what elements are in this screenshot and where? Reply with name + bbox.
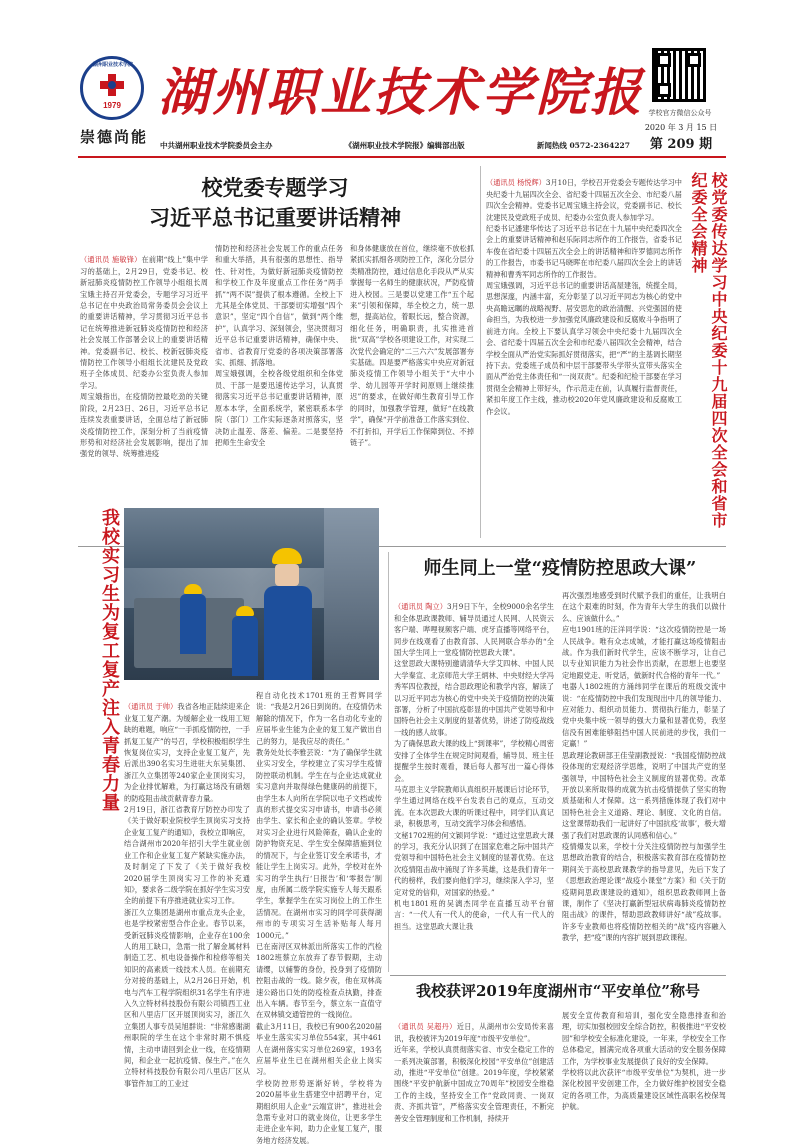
rule-mid-2 xyxy=(390,975,726,976)
article2-headline: 校党委传达学习中央纪委十九届四次全会和省市纪委全会精神 xyxy=(689,172,728,529)
divider-a1-a2 xyxy=(480,166,481,538)
masthead xyxy=(0,0,800,158)
issue-number: 第 209 期 xyxy=(649,137,713,152)
article1-title-line2: 习近平总书记重要讲话精神 xyxy=(149,205,401,230)
article4-col2: 再次强烈地感受到时代赋予我们的重任，让我明白在这个艰难的时刻，作为青年大学生的我们以做什么、应该做什么。” 应电1901班的汪洋同学说：“这次疫情防控是一场人民战争。唯有众志成城，才能打赢这场疫情阻击战。作为我们新时代学生，应该不断学习，让自己以专业知识能力为社会作出贡献，在思想上也要坚定地跟党走、听党话，做新时代合格的青年一代。” 电器人1802班的方涌纬同学在课后的班级交流中说：“在疫情防控中我们发现现出中几的领导能力、应对能力、组织动员能力、贯彻执行能力，彰显了党中央集中统一领导的强大力量和显著优势，我坚信没有困难能够阻挡中国人民前进的步伐，我们一定赢！” 思政理论教研部王佳莹副教授说：“我国疫情防控战役体现的宏观经济学思维，说明了中国共产党的坚强领导，中国特色社会主义制度的显著优势。改革开放以来所取得的成就为抗击疫情提供了坚实的物质基础和人才保障。这一系列措施体现了我们对中国特色社会主义道路、理论、制度、文化的自信。这堂课帮助我们一起讲好了中国抗疫‘故事’，极大增强了我们对思政课的认同感和信心。” 疫情爆发以来，学校十分关注疫情防控与加强学生思想政治教育的结合，积极落实教育部在疫情防控期间关于高校思政课教学的指导意见，先后下发了《思想政治理论课“战疫小课堂”方案》和《关于防疫期间思政课建设的通知》，组织思政教师网上备课，制作了《坚决打赢新型冠状病毒肺炎疫情防控阻击战》的课件，帮助思政教师讲好“战”疫故事。许多专业教师也将疫情防控相关的“战”疫内容融入教学，把“疫”课的内容扩展到思政课程。 xyxy=(562,591,726,943)
article5-headline: 我校获评2019年度湖州市“平安单位”称号 xyxy=(415,982,700,1000)
article4-col1: （通讯员 陶立）3月9日下午，全校9000余名学生和全体思政课教师、辅导员通过人民网、人民资云客户端、哔哩视频客户端、虎牙直播等网络平台，同步在线观看了由教育部、人民网联合举办的“全国大学生同上一堂疫情防控思政大课”。 这堂思政大课特别邀请清华大学艾四林、中国人民大学秦宣、北京师范大学王炳林、中央财经大学冯秀军四位教授，结合思政理论和教学内容，解读了以习近平同志为核心的党中央关于疫情防控的决策部署，分析了中国抗疫彰显的中国共产党领导和中国特色社会主义制度的显著优势，讲述了防疫战线一线的感人故事。 为了确保思政大课的线上“到课率”，学校精心周密安排了全体学生在规定时间观看，辅导员、班主任提醒学生按时观看，课后每人都写出一篇心得体会。 马克思主义学院教师认真组织开展课后讨论环节，学生通过网络在线平台发表自己的观点，互动交流。在本次思政大课的听课过程中，同学们认真记录，积极思考，互动交流学习体会和感悟。 文秘1702班的何文颖同学说：“通过这堂思政大课的学习，我充分认识到了在国家危难之际中国共产党领导和中国特色社会主义制度的显著优势。在这次疫情阻击战中涌现了许多英雄，这是我们青年一代的榜样，我们要向他们学习，继续深入学习，坚定对党的信仰，对国家的热爱。” 机电1801班的吴漓杰同学在直播互动平台留言：“一代人有一代人的使命，一代人有一代人的担当。这堂思政大课让我 xyxy=(394,602,554,931)
editor-text: 《湖州职业技术学院报》编辑部出版 xyxy=(344,141,465,150)
school-motto: 崇德尚能 xyxy=(80,128,149,146)
article2-body: （通讯员 杨悦辉）3月10日，学校召开党委会专题传达学习中央纪委十九届四次全会、省纪委十四届五次全会、市纪委八届四次全会精神。党委书记周宝娥主持会议，党委副书记、校长沈建民及党政班子成员、纪委办公室负责人参加学习。 纪委书记潘建华传达了习近平总书记在十九届中央纪委四次全会上的重要讲话精神和赵乐际同志所作的工作报告，省委书记车俊在省纪委十四届五次全会上的讲话精神和许罗德同志所作的工作报告，市委书记马晓晖在市纪委八届四次全会上的讲话精神和曹秀军同志所作的工作报告。 周宝娥强调，习近平总书记的重要讲话高屋建瓴，统揽全局，思想深邃，内涵丰富，充分彰显了以习近平同志为核心的党中央高瞻远瞩的战略视野、居安思危的政治清醒、兴党强国的使命担当，为我校进一步加强党风廉政建设和反腐败斗争指明了前进方向。全校上下要认真学习领会中央纪委十九届四次全会、省纪委十四届五次全会和市纪委八届四次全会精神，结合学校全面从严治党实际抓好贯彻落实，把“严”的主基调长期坚持下去。党委班子成员和中层干部要带头学带头宣带头落实全面从严治党主体责任和“一岗双责”。纪委和纪检干部要在学习贯彻全会精神上带好头，作示范走在前，认真履行监督责任，紧扣年度工作主线，推动校2020年党风廉政建设和反腐败工作会议。 xyxy=(486,178,682,416)
hotline-text: 新闻热线 0572-2364227 xyxy=(536,141,630,150)
article3-col2: 程自动化技术1701班的王哲辉同学说：“我是2月26日到岗的。在疫情仍未解除的情况下，作为一名自动化专业的应届毕业生能为企业的复工复产做出自己的努力，是我应尽的责任。” 教务处处长李雅芸说：“为了确保学生就业实习安全，学校建立了实习学生疫情防控联动机制。学生在与企业达成就业实习意向并取得绿色健康码的前提下，由学生本人向所在学院以电子文档或传真的形式提交实习申请书，申请书必须由学生、家长和企业的确认签章。学校对实习企业进行风险筛查，确认企业的防护物资充足、学生安全保障措施到位的情况下，与企业签订安全承诺书，才能让学生上岗实习。此外，学校对在外实习的学生执行‘日报告’和‘零报告’制度，由所属二级学院实施专人每天跟系学生，掌握学生在实习岗位上的工作生活情况。在湖州市实习的同学可获得湖州市的专项实习生活补贴每人每月1000元。” 已在南浔区双林派出所落实工作的汽检1802班蔡立东放弃了春节假期，主动请缨，以辅警的身份，投身到了疫情防控阻击战的一线。除夕夜，他在双林高速公路出口处的防疫检查点执勤，排查出入车辆。春节至今，蔡立东一直值守在双林镇交通管控的一线岗位。 截止3月11日，我校已有900名2020届毕业生落实实习单位554家，其中461人在湖州落实实习单位269家，193名应届毕业生已在湖州相关企业上岗实习。 学校防控形势逐渐好转，学校将为2020届毕业生搭建空中招聘平台，定期组织用人企业“云端宣讲”，推进社会急需专业对口的就业岗位，让更多学生走进企业车间，助力企业复工复产，服务地方经济发展。 xyxy=(256,691,382,1145)
qr-code xyxy=(652,48,706,102)
qr-label: 学校官方微信公众号 xyxy=(648,109,712,117)
sponsor-text: 中共湖州职业技术学院委员会主办 xyxy=(160,141,273,150)
article3-byline: （通讯员 于帅） xyxy=(124,702,178,712)
school-logo xyxy=(80,56,144,120)
article3-headline: 我校实习生为复工复产注入青春力量 xyxy=(99,508,120,812)
newspaper-title: 湖州职业技术学院报 xyxy=(158,63,645,123)
article3-photo xyxy=(124,508,379,680)
article5-byline: （通讯员 吴超丹） xyxy=(394,1022,457,1032)
article5-col1: （通讯员 吴超丹）近日，从湖州市公安局传来喜讯，我校被评为2019年度“市级平安单位”。 近年来，学校认真贯彻落实省、市安全稳定工作的一系列决策部署，积极深化校园“平安单位”创建活动，推进“平安单位”创建。2019年度，学校紧紧围绕“平安护航新中国成立70周年”校园安全维稳工作的主线，坚持安全工作“党政同责、一岗双责、齐抓共管”，严格落实安全管理责任，不断完善安全管理制度和工作机制，持续开 xyxy=(394,1022,554,1123)
article1-byline: （通讯员 施敏锋） xyxy=(80,255,142,265)
masthead-rule xyxy=(78,156,726,158)
publisher-bar xyxy=(160,139,630,153)
article1-col3: 和身体健康放在首位，继续毫不放松抓紧抓实抓细各项防控工作，深化分层分类精准防控，通过信息化手段从严从实掌握每一名师生的健康状况，严防疫情进入校园。三是要以党建工作“五个起来”引领和保障，举全校之力，统一思想，提高站位，着眼长远，整合资源，细化任务，明确职责，扎实推进首批“双高”学校各项建设工作，对实现二次党代会确定的“二三六六”发展部署夯实基础。四是要严格落实中央应对新冠肺炎疫情工作领导小组关于“大中小学、幼儿园等开学时间原则上继续推迟”的要求，在做好师生教育引导工作的同时，加强教学管理，做好“在线教学”，确保“开学前准备工作落实到位、不打折扣，开学后工作保障到位、不掉链子”。 xyxy=(350,244,474,447)
article4-headline: 师生同上一堂“疫情防控思政大课” xyxy=(423,558,697,579)
article4-byline: （通讯员 陶立） xyxy=(394,602,447,612)
article1-title-line1: 校党委专题学习 xyxy=(201,175,349,200)
article2-byline: （通讯员 杨悦辉） xyxy=(486,178,546,188)
logo-year: 1979 xyxy=(103,101,121,110)
logo-ring-text: 湖州职业技术学院 xyxy=(92,62,133,68)
divider-a3-a4 xyxy=(388,552,389,972)
article1-col1: （通讯员 施敏锋）在前期“线上”集中学习的基础上，2月29日，党委书记、校新冠肺炎疫情防控工作领导小组组长周宝娥主持召开党委会，专题学习习近平总书记在中央政治局常务委员会会议上的重要讲话精神，学习贯彻习近平总书记在统筹推进新冠肺炎疫情防控和经济社会发展工作部署会议上的重要讲话精神。党委副书记、校长、校新冠肺炎疫情防控工作领导小组组长沈建民及党政班子全体成员、纪委办公室负责人参加学习。 周宝娥指出，在疫情防控最吃劲的关键阶段，2月23日、26日，习近平总书记连续发表重要讲话，全面总结了新冠肺炎疫情防控工作，深刻分析了当前疫情形势和对经济社会发展影响，提出了加强党的领导、统筹推进疫 xyxy=(80,255,208,459)
article1-col2: 情防控和经济社会发展工作的重点任务和重大举措，具有很强的思想性、指导性、针对性，为做好新冠肺炎疫情防控和学校工作及年度重点工作任务“两手抓”“两不误”提供了根本遵循。全校上下尤其是全体党员、干部要切实增强“四个意识”，坚定“四个自信”，做到“两个维护”，认真学习、深刻领会，坚决贯彻习近平总书记重要讲话精神，确保中央、省市、省教育厅党委的各项决策部署落实、抓细、抓落地。 周宝娥强调，全校各级党组织和全体党员、干部一是要迅速传达学习，认真贯彻落实习近平总书记重要讲话精神，原原本本学，全面系统学，紧密联系本学院（部门）工作实际逐条对照落实，坚决防止温差、落差、偏差。二是要坚持把师生生命安全 xyxy=(215,244,343,447)
issue-date: 2020 年 3 月 15 日 xyxy=(644,123,718,132)
logo-cross-icon xyxy=(97,73,127,99)
article5-col2: 展安全宣传教育和培训，强化安全隐患排查和治理，切实加强校园安全综合防控，积极推进“平安校园”和学校安全标准化建设，一年来，学校安全工作总体稳定，圆满完成各项重大活动的安全服务保障工作，为学校事业发展提供了良好的安全保障。 学校将以此次获评“市级平安单位”为契机，进一步深化校园平安创建工作，全力做好维护校园安全稳定的各项工作，为高质量建设区域性高职名校保驾护航。 xyxy=(562,1011,726,1112)
article3-col1: （通讯员 于帅）我省各地正陆续迎来企业复工复产潮。为缓解企业一线用工短缺的难题，响应“一手抓疫情防控，一手抓复工复产”的号召，学校积极组织学生恢复岗位实习，支持企业复工复产，先后派出390名实习生进驻大东吴集团、浙江久立集团等240家企业顶岗实习，为企业排忧解难，为打赢这场没有硝烟的防疫阻击战贡献青春力量。 2月19日，浙江省教育厅防控办印发了《关于做好职业院校学生顶岗实习支持企业复工复产的通知》，我校立即响应，结合湖州市2020年招引大学生就业创业工作和企业复工复产紧缺实施办法，及时制定了下发了《关于做好我校2020届学生顶岗实习工作的补充通知》，要求各二级学院在抓好学生实习安全的前提下有序推进就业实习工作。 浙江久立集团是湖州市重点龙头企业，也是学校紧密型合作企业。春节以来，受新冠肺炎疫情影响，企业存在100余人的用工缺口，急需一批了解金属材料制造工艺、机电设备操作和检修等相关知识的高素质一线技术人员。在前期充分对接的基础上，从2月26日开始，机电与汽车工程学院组织31名学生有序进入久立特材科技股份有限公司镇西工业区和八里店厂区开展顶岗实习，浙江久立集团人事专员吴旭群说：“非常感谢湖州职院的学生在这个非常时期不惧疫情，主动申请回到企业一线，在疫情期间，和企业一起抗疫情、保生产。”在久立特材科技股份有限公司八里店厂区从事管件加工的工业过 xyxy=(124,702,250,1088)
